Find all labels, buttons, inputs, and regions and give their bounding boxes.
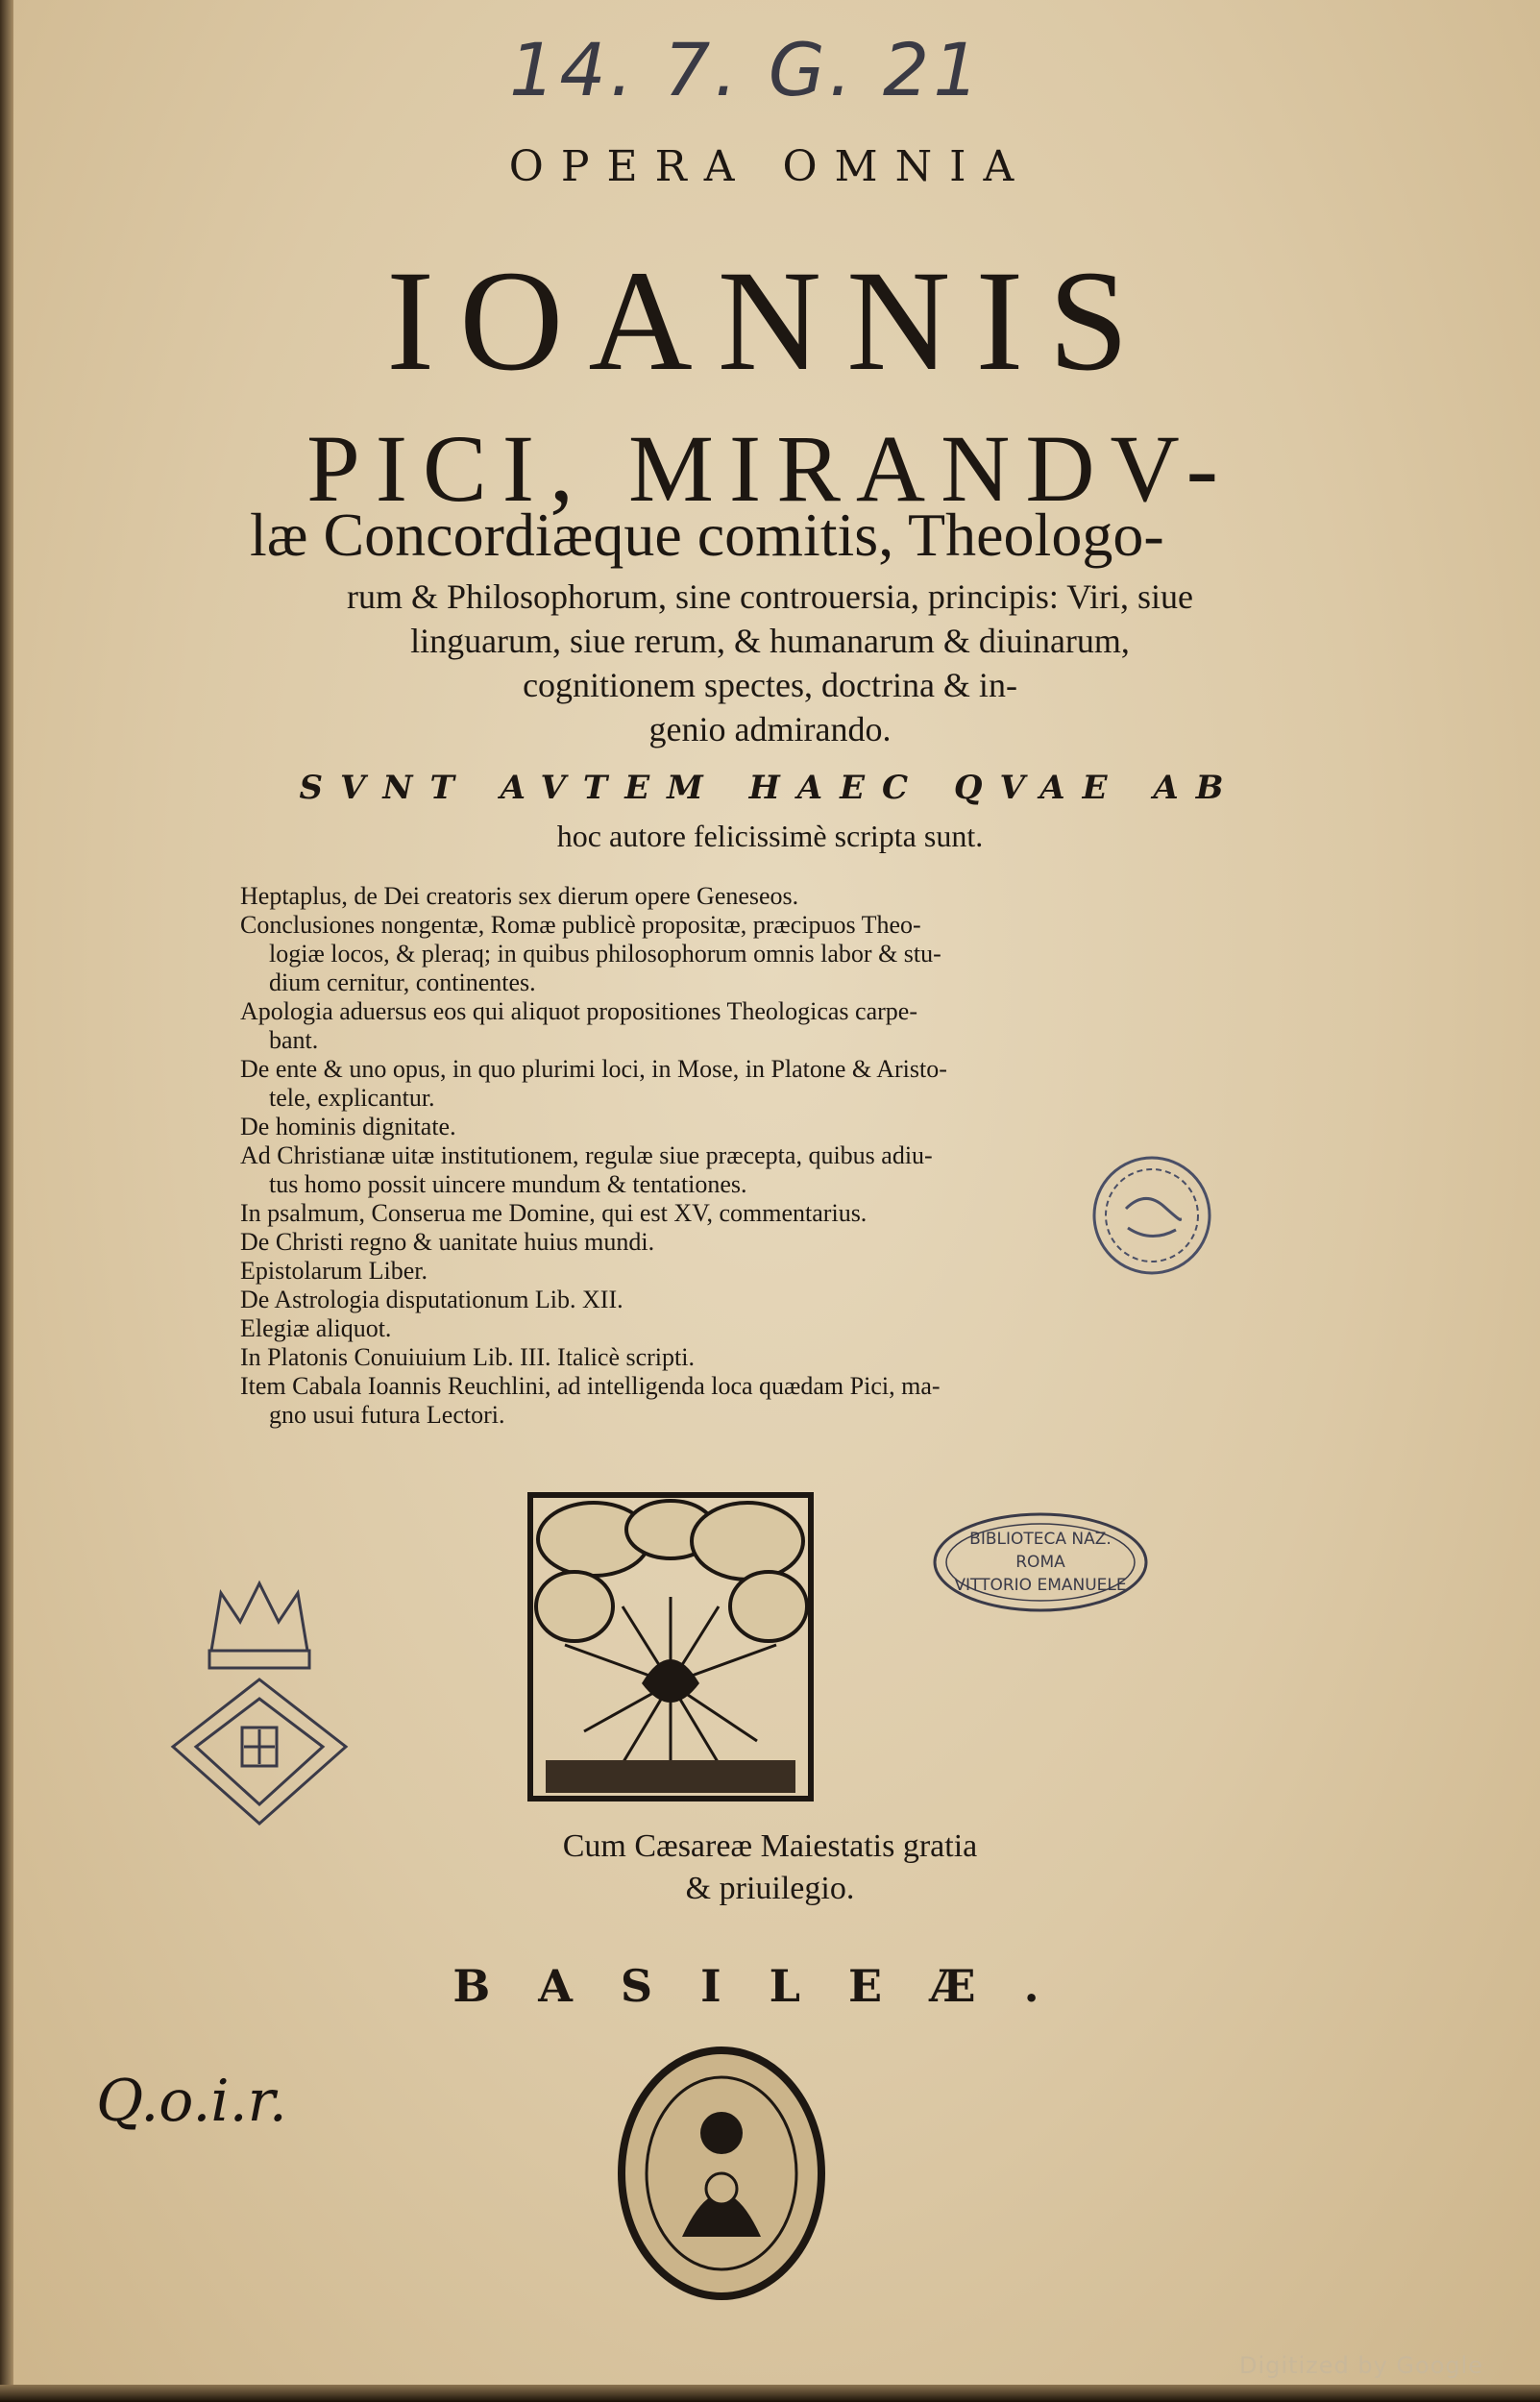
contents-item [240,1286,1201,1314]
contents-item-line: logiæ locos, & pleraq; in quibus philosophorum omnis labor & stu- [269,940,941,968]
description-text [0,575,1540,751]
circular-ink-stamp [1088,1151,1216,1280]
contents-item [240,1314,1201,1343]
contents-item-line: In Platonis Conuiuium Lib. III. Italicè scripti. [240,1343,695,1371]
contents-item-line: Conclusiones nongentæ, Romæ publicè propositæ, præcipuos Theo- [240,911,921,939]
printer-device-woodcut [526,1491,815,1802]
contents-item-line: tus homo possit uincere mundum & tentationes. [269,1170,747,1198]
contents-item [240,1113,1201,1141]
title-line-pici: PICI, MIRANDV- [306,415,1234,522]
imprint-place: BASILEÆ. [452,1960,1088,2012]
contents-item-line: bant. [269,1026,319,1054]
page-edge-bottom [0,2385,1540,2402]
contents-item-line: De Astrologia disputationum Lib. XII. [240,1286,623,1313]
contents-item-line: De Christi regno & uanitate huius mundi. [240,1228,655,1256]
description-line: cognitionem spectes, doctrina & in- [523,666,1017,704]
title-line-concordiae: læ Concordiæque comitis, Theologo- [250,501,1164,569]
privilege-statement [0,1826,1540,1910]
contents-item-line: gno usui futura Lectori. [269,1401,505,1429]
contents-item [240,1372,1201,1430]
contents-item [240,1055,1201,1113]
contents-item-line: De ente & uno opus, in quo plurimi loci, in Mose, in Platone & Aristo- [240,1055,947,1083]
contents-item [240,911,1201,997]
contents-item [240,997,1201,1055]
contents-item [240,1343,1201,1372]
description-line: genio admirando. [648,710,892,748]
contents-item-line: Ad Christianæ uitæ institutionem, regulæ siue præcepta, quibus adiu- [240,1141,933,1169]
oval-seal-stamp [615,2045,828,2302]
description-line: linguarum, siue rerum, & humanarum & diuinarum, [410,622,1130,660]
contents-item-line: Item Cabala Ioannis Reuchlini, ad intelligenda loca quædam Pici, ma- [240,1372,941,1400]
contents-list [240,882,1201,1430]
contents-item-line: In psalmum, Conserua me Domine, qui est XV, commentarius. [240,1199,868,1227]
library-stamp-line2: ROMA [1015,1553,1065,1572]
contents-subheading: hoc autore felicissimè scripta sunt. [556,819,984,853]
contents-item-line: Heptaplus, de Dei creatoris sex dierum opere Geneseos. [240,882,799,910]
handwritten-signature: Q.o.i.r. [96,2068,287,2135]
contents-item-line: Apologia aduersus eos qui aliquot propositiones Theologicas carpe- [240,997,917,1025]
digitized-watermark: Digitized by Google [1239,2352,1484,2379]
title-description [0,575,1540,751]
privilege-line2: & priuilegio. [685,1871,855,1906]
title-line-ioannis: IOANNIS [386,241,1154,401]
contents-item [240,882,1201,911]
contents-item-line: Elegiæ aliquot. [240,1314,392,1342]
contents-heading: SVNT AVTEM HAEC QVAE AB [299,769,1241,807]
contents-item [240,1257,1201,1286]
description-line: rum & Philosophorum, sine controuersia, principis: Viri, siue [346,577,1194,616]
contents-item [240,1199,1201,1228]
privilege-line1: Cum Cæsareæ Maiestatis gratia [562,1828,978,1864]
contents-item-line: Epistolarum Liber. [240,1257,428,1285]
shelfmark-handwritten: 14. 7. G. 21 [509,27,984,112]
library-stamp [930,1508,1151,1616]
contents-item [240,1141,1201,1199]
contents-item-line: tele, explicantur. [269,1084,435,1112]
title-line-opera-omnia: OPERA OMNIA [508,142,1032,191]
contents-item-line: De hominis dignitate. [240,1113,456,1140]
library-stamp-line3: VITTORIO EMANUELE [954,1576,1127,1595]
contents-item [240,1228,1201,1257]
crown-emblem-stamp [154,1564,365,1833]
library-stamp-line1: BIBLIOTECA NAZ. [969,1530,1112,1549]
contents-item-line: dium cernitur, continentes. [269,968,536,996]
